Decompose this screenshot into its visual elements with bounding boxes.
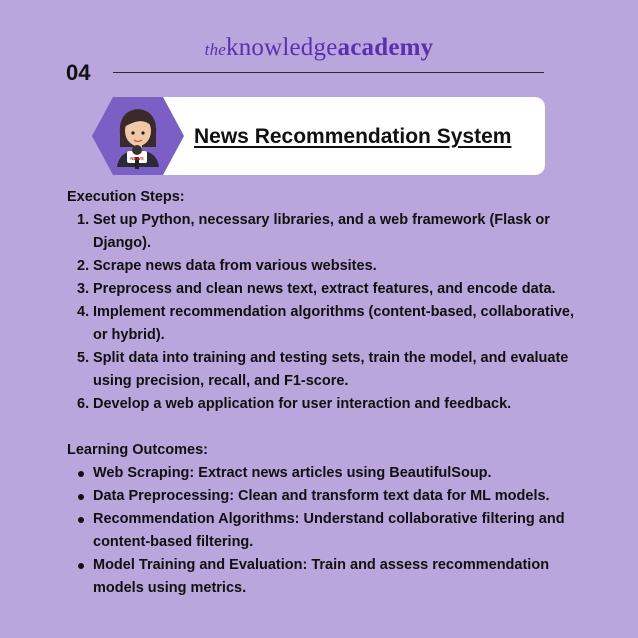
step-item (67, 347, 587, 393)
step-text: Split data into training and testing sets, train the model, and evaluate using precision, recall, and F1-score. (93, 350, 569, 389)
step-text: Scrape news data from various websites. (93, 258, 377, 274)
step-number: 1. (77, 212, 90, 228)
step-number: 2. (77, 258, 90, 274)
outcome-item (67, 462, 587, 485)
mic-news-badge: NEWS (130, 156, 144, 161)
section-gap (67, 416, 587, 439)
logo-academy: academy (337, 34, 434, 61)
outcome-text: Web Scraping: Extract news articles using BeautifulSoup. (93, 465, 492, 481)
execution-heading: Execution Steps: (67, 189, 185, 205)
learning-outcomes-list (67, 462, 587, 600)
content-body (67, 186, 587, 600)
outcome-text: Model Training and Evaluation: Train and assess recommendation models using metrics. (93, 557, 550, 596)
step-text: Set up Python, necessary libraries, and a web framework (Flask or Django). (93, 212, 550, 251)
header-divider (113, 72, 544, 73)
bullet-icon (78, 494, 84, 500)
outcome-item (67, 554, 587, 600)
learning-heading: Learning Outcomes: (67, 442, 208, 458)
bullet-icon (78, 563, 84, 569)
logo-the: the (204, 40, 227, 59)
outcome-text: Data Preprocessing: Clean and transform text data for ML models. (93, 488, 550, 504)
step-number: 3. (77, 281, 90, 297)
step-item (67, 393, 587, 416)
step-number: 4. (77, 304, 90, 320)
step-text: Implement recommendation algorithms (content-based, collaborative, or hybrid). (93, 304, 575, 343)
step-number: 5. (77, 350, 90, 366)
step-item (67, 255, 587, 278)
outcome-item (67, 485, 587, 508)
bullet-icon (78, 471, 84, 477)
execution-steps-list (67, 209, 587, 416)
outcome-text: Recommendation Algorithms: Understand collaborative filtering and content-based filtering. (93, 511, 565, 550)
logo-knowledge: knowledge (226, 34, 338, 61)
step-item (67, 301, 587, 347)
step-text: Preprocess and clean news text, extract features, and encode data. (93, 281, 556, 297)
bullet-icon (78, 517, 84, 523)
step-item (67, 209, 587, 255)
project-title: News Recommendation System (194, 125, 512, 148)
brand-logo (0, 34, 638, 62)
step-text: Develop a web application for user interaction and feedback. (93, 396, 512, 412)
item-number: 04 (66, 60, 91, 85)
step-item (67, 278, 587, 301)
avatar-hexagon (91, 95, 185, 177)
outcome-item (67, 508, 587, 554)
step-number: 6. (77, 396, 90, 412)
